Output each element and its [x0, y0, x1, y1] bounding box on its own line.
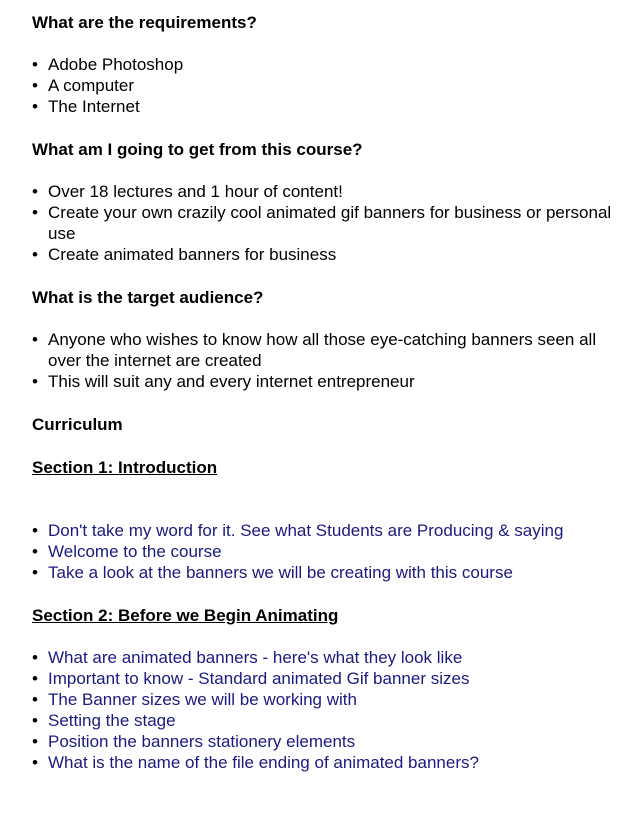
audience-list	[32, 329, 632, 392]
audience-heading: What is the target audience?	[32, 288, 264, 307]
lecture-link[interactable]: • Take a look at the banners we will be creating with this course	[32, 563, 513, 582]
list-item: • This will suit any and every internet entrepreneur	[32, 372, 415, 391]
bullet-icon: •	[32, 330, 38, 349]
list-item: • The Internet	[32, 97, 140, 116]
bullet-icon: •	[32, 669, 38, 688]
bullet-icon: •	[32, 711, 38, 730]
benefits-list	[32, 181, 632, 265]
lecture-link[interactable]: • What is the name of the file ending of animated banners?	[32, 753, 479, 772]
bullet-icon: •	[32, 648, 38, 667]
bullet-icon: •	[32, 245, 38, 264]
section-1-title: Section 1: Introduction	[32, 458, 218, 477]
section-2-lectures	[32, 647, 632, 773]
bullet-icon: •	[32, 690, 38, 709]
list-item: • Over 18 lectures and 1 hour of content!	[32, 182, 343, 201]
lecture-link[interactable]: • Position the banners stationery elements	[32, 732, 356, 751]
bullet-icon: •	[32, 182, 38, 201]
requirements-list	[32, 54, 632, 117]
document-page	[32, 12, 632, 773]
list-item: • Adobe Photoshop	[32, 55, 184, 74]
lecture-link[interactable]: • What are animated banners - here's what they look like	[32, 648, 463, 667]
bullet-icon: •	[32, 732, 38, 751]
list-item: • Create animated banners for business	[32, 245, 337, 264]
section-1-lectures	[32, 520, 632, 583]
bullet-icon: •	[32, 372, 38, 391]
list-item: • Anyone who wishes to know how all those eye-catching banners seen all over the internet are created	[32, 330, 597, 370]
bullet-icon: •	[32, 521, 38, 540]
bullet-icon: •	[32, 753, 38, 772]
lecture-link[interactable]: • Welcome to the course	[32, 542, 222, 561]
bullet-icon: •	[32, 563, 38, 582]
bullet-icon: •	[32, 76, 38, 95]
lecture-link[interactable]: • Don't take my word for it. See what Students are Producing & saying	[32, 521, 564, 540]
bullet-icon: •	[32, 542, 38, 561]
bullet-icon: •	[32, 55, 38, 74]
curriculum-heading: Curriculum	[32, 415, 123, 434]
bullet-icon: •	[32, 203, 38, 222]
lecture-link[interactable]: • The Banner sizes we will be working with	[32, 690, 357, 709]
requirements-heading: What are the requirements?	[32, 13, 257, 32]
benefits-heading: What am I going to get from this course?	[32, 140, 363, 159]
bullet-icon: •	[32, 97, 38, 116]
list-item: • Create your own crazily cool animated gif banners for business or personal use	[32, 203, 612, 243]
list-item: • A computer	[32, 76, 134, 95]
lecture-link[interactable]: • Setting the stage	[32, 711, 176, 730]
section-2-title: Section 2: Before we Begin Animating	[32, 606, 339, 625]
lecture-link[interactable]: • Important to know - Standard animated Gif banner sizes	[32, 669, 470, 688]
